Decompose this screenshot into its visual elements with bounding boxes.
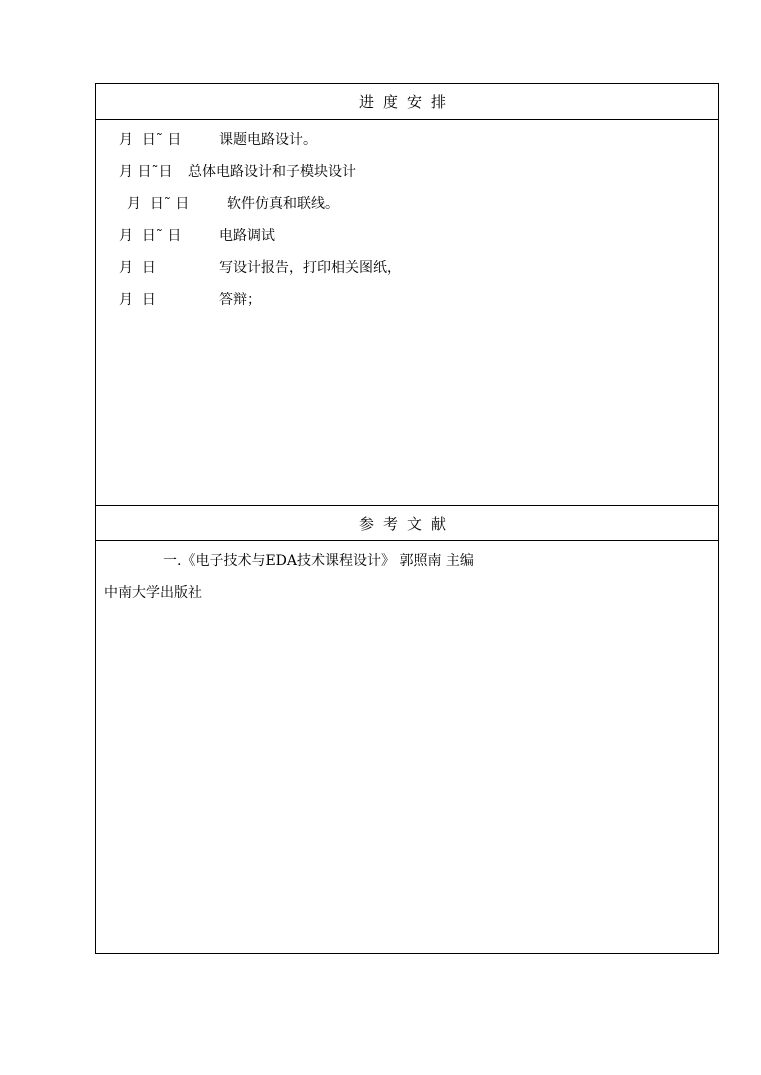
schedule-row-3-task: 软件仿真和联线。: [227, 196, 339, 212]
schedule-row-6-task: 答辩；: [219, 292, 261, 308]
schedule-row-1-task: 课题电路设计。: [219, 132, 317, 148]
schedule-row-4-task: 电路调试: [219, 228, 275, 244]
schedule-row-5-date: 月 日: [119, 260, 156, 276]
schedule-row-2-task: 总体电路设计和子模块设计: [188, 164, 356, 180]
schedule-row-6-date: 月 日: [119, 292, 156, 308]
schedule-row-3-date: 月 日˜ 日: [127, 196, 190, 212]
schedule-row-1-date: 月 日˜ 日: [119, 132, 182, 148]
schedule-row-4-date: 月 日˜ 日: [119, 228, 182, 244]
reference-1-line1: 一.《电子技术与EDA技术课程设计》 郭照南 主编: [163, 553, 474, 569]
document-table: [95, 83, 719, 954]
references-heading: 参考文献: [96, 505, 718, 541]
reference-1-line2: 中南大学出版社: [104, 585, 202, 601]
schedule-heading: 进度安排: [96, 84, 718, 120]
schedule-row-2-date: 月 日˜日: [119, 164, 173, 180]
schedule-row-5-task: 写设计报告，打印相关图纸，: [219, 260, 401, 276]
